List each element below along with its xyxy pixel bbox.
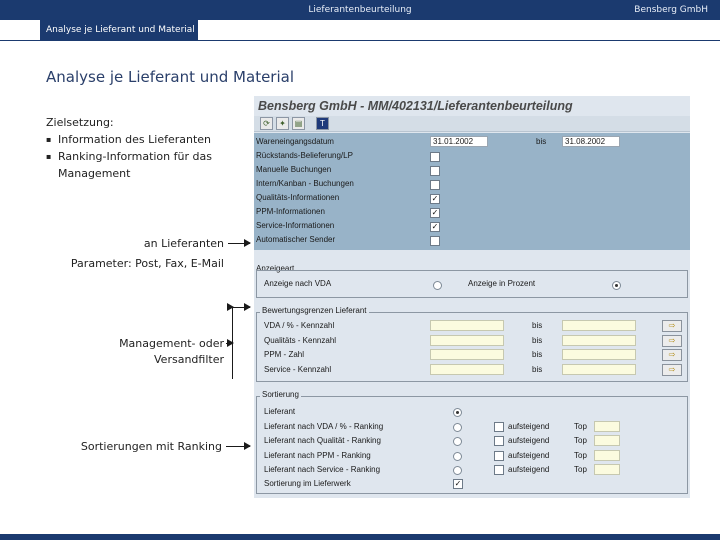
- sort-asc-checkbox[interactable]: [494, 451, 504, 461]
- sort-asc-checkbox[interactable]: [494, 465, 504, 475]
- limit-row-label: Service - Kennzahl: [264, 364, 332, 374]
- date-to-input[interactable]: 31.08.2002: [562, 136, 620, 147]
- sort-asc-label: aufsteigend: [508, 421, 550, 431]
- header-title: Lieferantenbeurteilung: [308, 5, 412, 15]
- multiple-selection-button[interactable]: ⇨: [662, 320, 682, 332]
- limit-to-input[interactable]: [562, 364, 636, 375]
- limits-frame-label: Bewertungsgrenzen Lieferant: [262, 306, 367, 315]
- sort-top-input[interactable]: [594, 450, 620, 461]
- limit-to-input[interactable]: [562, 335, 636, 346]
- display-vda-radio[interactable]: [433, 281, 442, 290]
- sap-title: Bensberg GmbH - MM/402131/Lieferantenbeurteilung: [258, 99, 573, 113]
- limit-row-label: VDA / % - Kennzahl: [264, 321, 335, 330]
- sort-top-label: Top: [574, 421, 587, 431]
- sort-row-label: Lieferant nach Qualität - Ranking: [264, 436, 381, 445]
- header-rule: [0, 40, 720, 41]
- sort-row-label: Lieferant nach Service - Ranking: [264, 465, 381, 474]
- sort-row-label: Lieferant nach PPM - Ranking: [264, 450, 371, 460]
- display-vda-label: Anzeige nach VDA: [264, 279, 332, 288]
- multiple-selection-button[interactable]: ⇨: [662, 349, 682, 361]
- arrow-icon: [226, 446, 250, 447]
- sort-row-label: Lieferant nach VDA / % - Ranking: [264, 421, 384, 431]
- sort-row-radio[interactable]: [453, 466, 462, 475]
- arrow-icon: [228, 243, 250, 244]
- date-to-label: bis: [536, 137, 547, 146]
- sort-asc-label: aufsteigend: [508, 465, 550, 474]
- limit-to-label: bis: [532, 321, 543, 330]
- selection-row-checkbox[interactable]: [430, 166, 440, 176]
- sort-asc-label: aufsteigend: [508, 450, 550, 460]
- date-from-input[interactable]: 31.01.2002: [430, 136, 488, 147]
- limit-from-input[interactable]: [430, 364, 504, 375]
- execute-icon[interactable]: ⟳: [260, 117, 273, 130]
- info-icon[interactable]: T: [316, 117, 329, 130]
- note-management: Management- oder: [119, 337, 224, 350]
- note-versandfilter: Versandfilter: [154, 353, 224, 366]
- limit-to-input[interactable]: [562, 349, 636, 360]
- selection-row-label: Automatischer Sender: [256, 235, 336, 244]
- sort-row-radio[interactable]: [453, 437, 462, 446]
- note-parameter: Parameter: Post, Fax, E-Mail: [70, 257, 224, 270]
- limit-to-label: bis: [532, 335, 543, 345]
- limit-row-label: Qualitäts - Kennzahl: [264, 335, 337, 345]
- selection-row-checkbox[interactable]: ✓: [431, 208, 439, 217]
- goal-item: ▪ Ranking-Information für das Management: [46, 148, 226, 182]
- limit-to-label: bis: [532, 350, 543, 359]
- display-pct-radio[interactable]: [612, 281, 621, 290]
- sort-top-input[interactable]: [594, 464, 620, 475]
- sort-top-input[interactable]: [594, 435, 620, 446]
- selection-row-label: Service-Informationen: [256, 221, 335, 230]
- selection-row-label: Intern/Kanban - Buchungen: [256, 179, 354, 188]
- selection-row-checkbox[interactable]: ✓: [431, 222, 439, 231]
- limit-from-input[interactable]: [430, 349, 504, 360]
- goal-heading: Zielsetzung:: [46, 116, 114, 129]
- tab-analyse[interactable]: Analyse je Lieferant und Material: [40, 20, 200, 40]
- sort-row-radio[interactable]: [453, 408, 462, 417]
- sort-asc-checkbox[interactable]: [494, 422, 504, 432]
- limit-from-input[interactable]: [430, 320, 504, 331]
- sort-row-radio[interactable]: [453, 452, 462, 461]
- sort-row-radio[interactable]: [453, 423, 462, 432]
- sap-window: [254, 96, 690, 498]
- variant-icon[interactable]: ✦: [276, 117, 289, 130]
- multiple-selection-button[interactable]: ⇨: [662, 364, 682, 376]
- bracket-stub: [226, 343, 233, 344]
- header-company: Bensberg GmbH: [634, 5, 708, 15]
- footer-bar: [0, 534, 720, 540]
- display-frame-label: Anzeigeart: [256, 264, 295, 273]
- save-icon[interactable]: ▤: [292, 117, 305, 130]
- sort-top-label: Top: [574, 465, 587, 474]
- selection-row-checkbox[interactable]: [430, 152, 440, 162]
- limit-to-label: bis: [532, 364, 543, 374]
- sort-top-label: Top: [574, 436, 587, 445]
- selection-row-checkbox[interactable]: ✓: [431, 194, 439, 203]
- multiple-selection-button[interactable]: ⇨: [662, 335, 682, 347]
- sort-top-input[interactable]: [594, 421, 620, 432]
- display-pct-label: Anzeige in Prozent: [468, 279, 536, 288]
- sort-extra-checkbox[interactable]: ✓: [454, 479, 462, 488]
- sort-asc-label: aufsteigend: [508, 436, 550, 445]
- note-sortierungen: Sortierungen mit Ranking: [80, 440, 222, 453]
- selection-row-checkbox[interactable]: [430, 236, 440, 246]
- sort-top-label: Top: [574, 450, 587, 460]
- goal-item: ▪ Information des Lieferanten: [46, 131, 226, 148]
- limit-from-input[interactable]: [430, 335, 504, 346]
- limit-row-label: PPM - Zahl: [264, 350, 305, 359]
- goal-block: [46, 114, 226, 182]
- sort-extra-label: Sortierung im Lieferwerk: [264, 479, 351, 488]
- sap-toolbar: [254, 116, 690, 132]
- selection-row-checkbox[interactable]: [430, 180, 440, 190]
- slide-title: Analyse je Lieferant und Material: [46, 68, 294, 86]
- date-label: Wareneingangsdatum: [256, 137, 334, 146]
- sort-asc-checkbox[interactable]: [494, 436, 504, 446]
- arrow-icon: [232, 307, 250, 308]
- note-lieferanten: an Lieferanten: [143, 237, 224, 250]
- limit-to-input[interactable]: [562, 320, 636, 331]
- selection-row-label: Rückstands-Belieferung/LP: [256, 151, 353, 160]
- selection-area: [254, 133, 690, 250]
- selection-row-label: Manuelle Buchungen: [256, 165, 332, 174]
- sort-row-label: Lieferant: [264, 407, 296, 416]
- selection-row-label: Qualitäts-Informationen: [256, 193, 340, 202]
- sort-frame-label: Sortierung: [262, 390, 299, 399]
- header-bar: [0, 0, 720, 20]
- selection-row-label: PPM-Informationen: [256, 207, 325, 216]
